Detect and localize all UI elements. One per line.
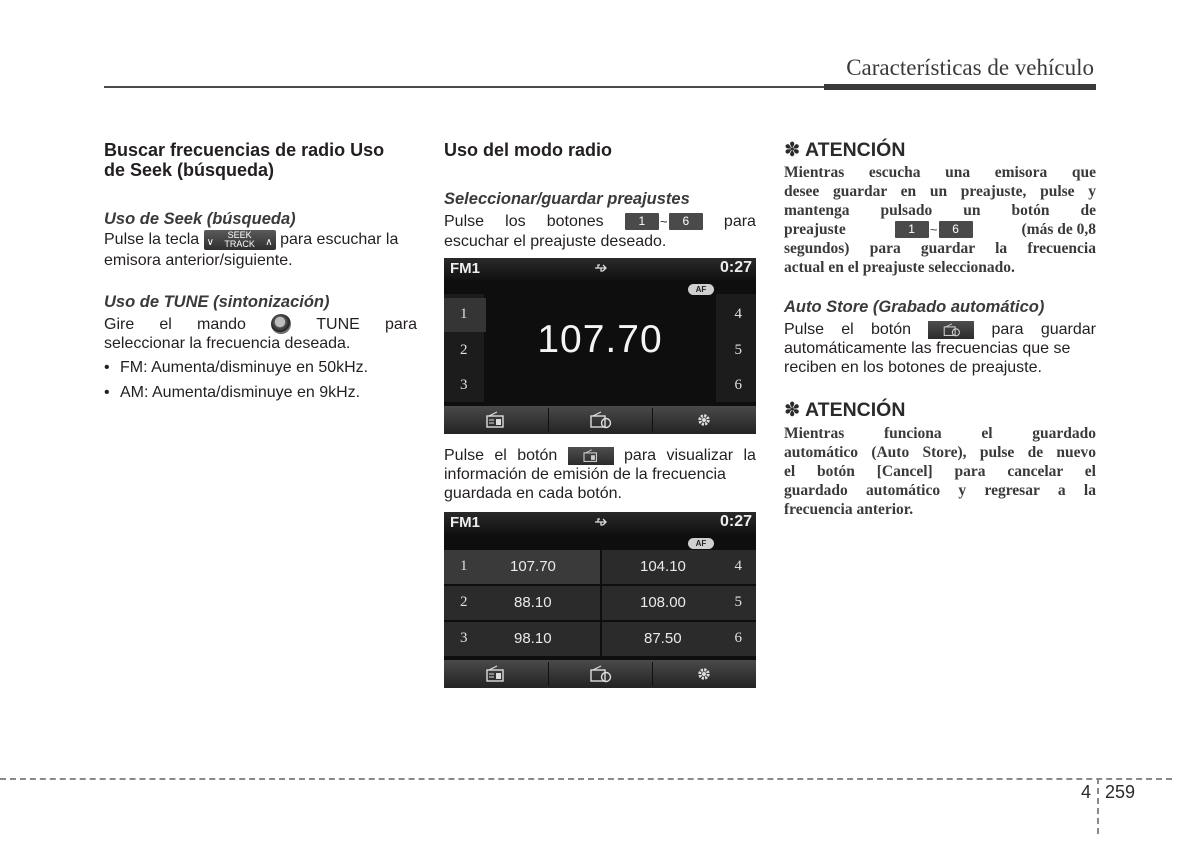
clock-time: 0:27 (719, 259, 752, 276)
radio-screen-preset-list (444, 512, 756, 688)
preset-frequency: 108.00 (640, 594, 686, 611)
af-badge: AF (688, 284, 714, 295)
band-label: FM1 (450, 260, 480, 277)
preset-key-6: 6 (669, 213, 703, 230)
autostore-paragraph-line3: reciben en los botones de preajuste. (784, 359, 1042, 376)
autostore-subheading: Auto Store (Grabado automático) (784, 298, 1045, 316)
seek-subheading: Uso de Seek (búsqueda) (104, 210, 296, 228)
preset-row[interactable] (602, 586, 756, 620)
presets-paragraph: Pulse los botones 1 ~ 6 para (444, 213, 756, 231)
footer-divider (0, 778, 1172, 780)
preset-keys: 1 ~ 6 (625, 212, 703, 231)
preset-key-6: 6 (939, 221, 973, 238)
preset-number: 2 (460, 594, 468, 610)
preset-frequency: 107.70 (510, 558, 556, 575)
heading-line: de Seek (búsqueda) (104, 160, 275, 180)
preset-keys: 1 ~ 6 (895, 220, 973, 239)
preset-number[interactable]: 2 (460, 342, 468, 358)
attention-paragraph: Mientras escucha una emisora que desee guardar en un preajuste, pulse y mantenga pulsado un botón de preajuste 1 ~ 6 (más de 0,8 segundos) para guardar la frecuencia actual en el preajuste seleccionado. (784, 164, 1096, 277)
attention-heading: ✽ ATENCIÓN (784, 139, 906, 161)
section-heading (104, 140, 417, 180)
seek-track-key-icon: ∨ SEEK TRACK ∧ (204, 230, 276, 250)
preset-frequency: 88.10 (514, 594, 552, 611)
preset-number: 3 (460, 630, 468, 646)
preset-frequency: 104.10 (640, 558, 686, 575)
settings-gear-icon[interactable] (696, 411, 712, 429)
preset-row[interactable] (602, 550, 756, 584)
header-rule-accent (824, 84, 1096, 90)
seek-paragraph-line2: emisora anterior/siguiente. (104, 252, 293, 269)
preset-number[interactable]: 1 (460, 306, 468, 322)
af-badge: AF (688, 538, 714, 549)
presets-subheading: Seleccionar/guardar preajustes (444, 190, 690, 208)
preset-number: 1 (460, 558, 468, 574)
info-paragraph-line2: información de emisión de la frecuencia (444, 466, 726, 483)
footer-vertical-divider (1097, 778, 1099, 834)
screen-bottom-bar (444, 660, 756, 688)
autostore-button-icon (928, 321, 974, 339)
current-frequency: 107.70 (537, 318, 663, 361)
header-title: Características de vehículo (846, 55, 1094, 80)
radio-mode-heading: Uso del modo radio (444, 140, 613, 160)
autostore-paragraph: Pulse el botón para guardar (784, 321, 1096, 338)
preset-number: 6 (734, 630, 742, 646)
radio-screen-main (444, 258, 756, 434)
tune-subheading: Uso de TUNE (sintonización) (104, 293, 330, 311)
usb-icon (594, 517, 608, 527)
screen-bottom-bar (444, 406, 756, 434)
info-paragraph: Pulse el botón para visualizar la (444, 447, 756, 464)
seek-paragraph: Pulse la tecla ∨ SEEK TRACK ∧ para escuchar la (104, 230, 399, 249)
preset-number[interactable]: 3 (460, 377, 468, 393)
autostore-paragraph-line2: automáticamente las frecuencias que se (784, 340, 1071, 357)
page-number: 259 (1105, 782, 1136, 802)
settings-gear-icon[interactable] (696, 665, 712, 683)
heading-line: Buscar frecuencias de radio Uso (104, 140, 385, 160)
usb-icon (594, 263, 608, 273)
preset-row[interactable] (444, 622, 600, 656)
preset-row[interactable] (444, 586, 600, 620)
preset-number[interactable]: 6 (734, 377, 742, 393)
clock-time: 0:27 (719, 513, 752, 530)
preset-frequency: 98.10 (514, 630, 552, 647)
tune-paragraph-line2: seleccionar la frecuencia deseada. (104, 335, 351, 352)
preset-frequency: 87.50 (644, 630, 682, 647)
info-button-icon (568, 447, 614, 465)
autostore-icon[interactable] (589, 411, 613, 429)
preset-number: 4 (734, 558, 742, 574)
autostore-icon[interactable] (589, 665, 613, 683)
presets-paragraph-line2: escuchar el preajuste deseado. (444, 233, 667, 250)
preset-number[interactable]: 5 (734, 342, 742, 358)
chapter-number: 4 (1081, 782, 1092, 802)
band-label: FM1 (450, 514, 480, 531)
tune-knob-icon (271, 314, 291, 334)
preset-number: 5 (734, 594, 742, 610)
tune-paragraph: Gire el mando TUNE para (104, 315, 417, 333)
attention-heading: ✽ ATENCIÓN (784, 399, 906, 421)
attention-paragraph: Mientras funciona el guardado automático (Auto Store), pulse de nuevo el botón [Cancel] para cancelar el guardado automático y regresar a la frecuencia anterior. (784, 425, 1096, 518)
preset-row[interactable] (602, 622, 756, 656)
preset-key-1: 1 (895, 221, 929, 238)
preset-row[interactable] (444, 550, 600, 584)
preset-number[interactable]: 4 (734, 306, 742, 322)
info-list-icon[interactable] (485, 665, 507, 683)
info-paragraph-line3: guardada en cada botón. (444, 485, 622, 502)
info-list-icon[interactable] (485, 411, 507, 429)
preset-key-1: 1 (625, 213, 659, 230)
